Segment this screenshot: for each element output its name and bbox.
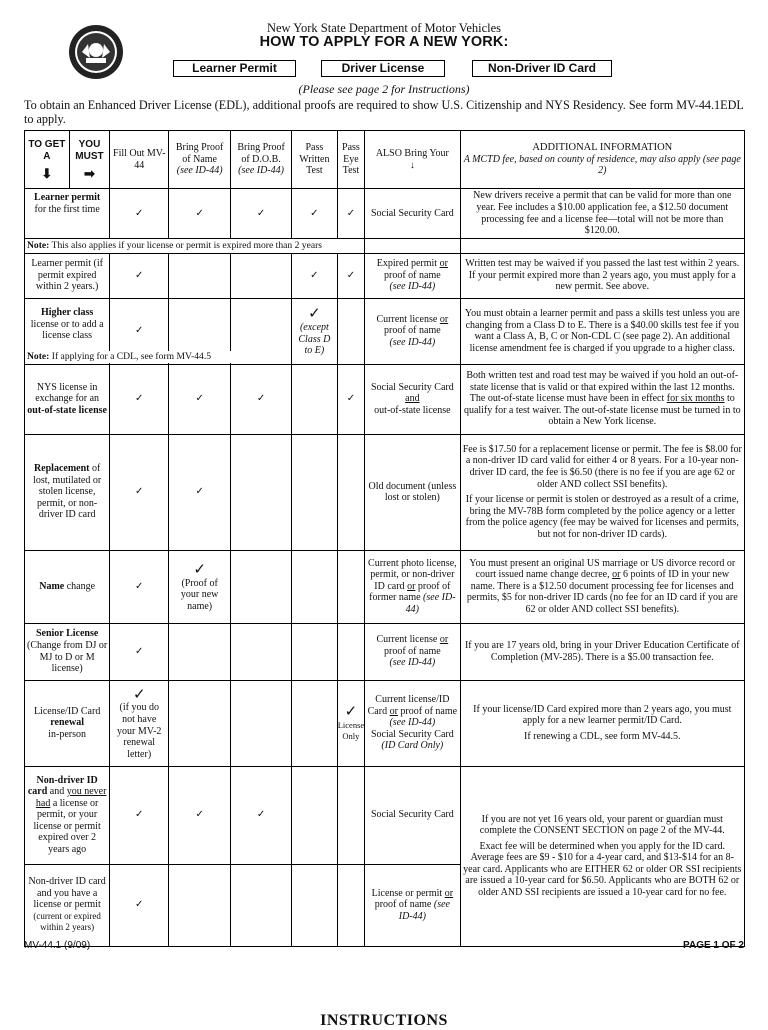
blank-cell — [292, 680, 338, 766]
blank-cell — [292, 766, 338, 864]
blank-cell — [231, 680, 292, 766]
blank-cell — [231, 864, 292, 946]
arrow-down-icon: ⬇ — [41, 166, 53, 182]
check-eye: ✓ — [337, 189, 364, 239]
blank-cell — [337, 864, 364, 946]
row-label: License/ID Card renewal in-person — [25, 680, 110, 766]
blank-cell — [460, 239, 744, 254]
row-label: Learner permit (if permit expired within 2 years.) — [25, 253, 110, 298]
also-bring: Expired permit or proof of name (see ID-44) — [365, 253, 460, 298]
blank-cell — [231, 434, 292, 550]
header-row — [25, 131, 745, 189]
row-out-of-state — [25, 364, 745, 434]
header-to-get: TO GET A ⬇ — [25, 131, 70, 189]
additional-info: Both written test and road test may be waived if you hold an out-of-state license that is valid or that expired within the last 12 months. The out-of-state license must have been in effect for six months to qualify for a test waiver. The out-of-state license must be turned in to obtain a New York license. — [460, 364, 744, 434]
row-label: Higher class license or to add a license class Note: If applying for a CDL, see form MV-44.5 — [25, 298, 110, 364]
check-fill-out: ✓ — [110, 864, 169, 946]
header-bring-name: Bring Proof of Name (see ID-44) — [169, 131, 231, 189]
learner-note: Note: This also applies if your license or permit is expired more than 2 years — [25, 239, 365, 254]
check-fill-out: ✓ — [110, 253, 169, 298]
header-fill-out: Fill Out MV-44 — [110, 131, 169, 189]
row-label: Replacement of lost, mutilated or stolen license, permit, or non-driver ID card — [25, 434, 110, 550]
page-title: HOW TO APPLY FOR A NEW YORK: — [259, 34, 509, 50]
blank-cell — [337, 766, 364, 864]
blank-cell — [337, 623, 364, 680]
blank-cell — [337, 550, 364, 623]
check-name: ✓ (Proof of your new name) — [169, 550, 231, 623]
check-eye: ✓ — [337, 253, 364, 298]
also-bring: License or permit or proof of name (see ID-44) — [365, 864, 460, 946]
additional-info: Fee is $17.50 for a replacement license or permit. The fee is $8.00 for a non-driver ID card valid for either 4 or 8 years. For a 10-year non-driver ID card, the fee is $6.50 (there is no fee if you are age 62 or older AND collect SSI benefits). If your license or permit is stolen or destroyed as a result of a crime, bring the MV-78B form completed by the police agency or a letter from the police agency (fee may be waived for licenses and permits, but not for non-driver ID cards). — [460, 434, 744, 550]
also-bring: Social Security Card — [365, 766, 460, 864]
additional-info: You must obtain a learner permit and pass a skills test unless you are changing from a Class D to E. There is a $40.00 skills test fee if you want a Class A, B, C or Non-CDL C (see page 2). An additional license amendment fee is charged if you upgrade to a higher class. — [460, 298, 744, 364]
blank-cell — [337, 298, 364, 364]
check-written: ✓ (except Class D to E) — [292, 298, 338, 364]
doc-type-non-driver-id: Non-Driver ID Card — [472, 60, 612, 77]
row-replacement — [25, 434, 745, 550]
check-written: ✓ — [292, 253, 338, 298]
row-label: Senior License (Change from DJ or MJ to D or M license) — [25, 623, 110, 680]
also-bring: Current photo license, permit, or non-driver ID card or proof of former name (see ID-44) — [365, 550, 460, 623]
row-label: NYS license in exchange for an out-of-state license — [25, 364, 110, 434]
header-eye-test: Pass Eye Test — [337, 131, 364, 189]
header-written-test: Pass Written Test — [292, 131, 338, 189]
row-label: Learner permit for the first time — [25, 189, 110, 239]
row-learner-expired — [25, 253, 745, 298]
header-bring-dob: Bring Proof of D.O.B. (see ID-44) — [231, 131, 292, 189]
additional-info: New drivers receive a permit that can be valid for more than one year. Fee includes a $10.00 application fee, a $12.50 document processing fee and a license fee—total will not be more than $120.00. — [460, 189, 744, 239]
requirements-table — [24, 130, 745, 947]
row-label: Name change — [25, 550, 110, 623]
row-label: Non-driver ID card and you never had a license or permit, or your license or permit expired over 2 years ago — [25, 766, 110, 864]
header-additional: ADDITIONAL INFORMATION A MCTD fee, based on county of residence, may also apply (see page 2) — [460, 131, 744, 189]
blank-cell — [169, 680, 231, 766]
row-label: Non-driver ID card and you have a license or permit (current or expired within 2 years) — [25, 864, 110, 946]
check-name: ✓ — [169, 434, 231, 550]
check-fill-out: ✓ — [110, 766, 169, 864]
check-written: ✓ — [292, 189, 338, 239]
blank-cell — [231, 550, 292, 623]
arrow-down-thin-icon: ↓ — [409, 159, 415, 171]
check-eye: ✓ — [337, 364, 364, 434]
check-fill-out: ✓ (if you do not have your MV-2 renewal letter) — [110, 680, 169, 766]
row-renewal — [25, 680, 745, 766]
check-dob: ✓ — [231, 364, 292, 434]
header-also-bring: ALSO Bring Your ↓ — [365, 131, 460, 189]
also-bring: Current license or proof of name (see ID-44) — [365, 298, 460, 364]
row-learner-first — [25, 189, 745, 239]
additional-info: If you are not yet 16 years old, your parent or guardian must complete the CONSENT SECTION on page 2 of the MV-44. Exact fee will be determined when you apply for the ID card. Average fees are $9 - $10 for a 4-year card, and $13-$14 for an 8-year card. Applicants who are EITHER 62 or older OR SSI recipients are issued a 10-year card for $6.50. Applicants who are BOTH 62 or older AND SSI recipients are issued a 10-year card for no fee. — [460, 766, 744, 946]
see-page-note: (Please see page 2 for Instructions) — [298, 82, 470, 96]
additional-info: If your license/ID Card expired more than 2 years ago, you must apply for a new learner permit/ID Card. If renewing a CDL, see form MV-44.5. — [460, 680, 744, 766]
blank-cell — [292, 364, 338, 434]
also-bring: Current license/ID Card or proof of name (see ID-44) Social Security Card (ID Card Only) — [365, 680, 460, 766]
blank-cell — [231, 253, 292, 298]
header-you-must: YOU MUST ➡ — [69, 131, 110, 189]
blank-cell — [292, 623, 338, 680]
page-number: PAGE 1 OF 2 — [683, 940, 744, 951]
blank-cell — [292, 434, 338, 550]
check-dob: ✓ — [231, 766, 292, 864]
agency-name: New York State Department of Motor Vehicles — [266, 21, 502, 35]
row-learner-note — [25, 239, 745, 254]
row-name-change — [25, 550, 745, 623]
row-senior-license — [25, 623, 745, 680]
form-id: MV-44.1 (9/09) — [24, 940, 91, 951]
check-fill-out: ✓ — [110, 550, 169, 623]
blank-cell — [169, 623, 231, 680]
blank-cell — [292, 864, 338, 946]
arrow-right-icon: ➡ — [84, 166, 95, 182]
check-fill-out: ✓ — [110, 434, 169, 550]
blank-cell — [292, 550, 338, 623]
edl-note: To obtain an Enhanced Driver License (EDL), additional proofs are required to show U.S. Citizenship and NYS Residency. See form MV-44.1EDL to apply. — [24, 98, 744, 126]
check-eye: ✓ License Only — [337, 680, 364, 766]
additional-info: If you are 17 years old, bring in your Driver Education Certificate of Completion (MV-285). There is a $5.00 transaction fee. — [460, 623, 744, 680]
also-bring: Current license or proof of name (see ID-44) — [365, 623, 460, 680]
check-dob: ✓ — [231, 189, 292, 239]
additional-info: You must present an original US marriage or US divorce record or court issued name change decree, or 6 points of ID in your new name. There is a $12.50 document processing fee for licenses and permits, $5 for non-driver ID cards (no fee for an ID card if you are 62 or older AND collect SSI benefits). — [460, 550, 744, 623]
blank-cell — [169, 253, 231, 298]
blank-cell — [231, 623, 292, 680]
row-higher-class — [25, 298, 745, 364]
also-bring: Old document (unless lost or stolen) — [365, 434, 460, 550]
blank-cell — [365, 239, 460, 254]
doc-type-learner-permit: Learner Permit — [173, 60, 296, 77]
check-fill-out: ✓ — [110, 623, 169, 680]
higher-note: Note: If applying for a CDL, see form MV-44.5 — [27, 351, 287, 363]
instructions-heading: INSTRUCTIONS — [320, 1012, 448, 1029]
blank-cell — [169, 864, 231, 946]
check-name: ✓ — [169, 189, 231, 239]
blank-cell — [337, 434, 364, 550]
additional-info: Written test may be waived if you passed the last test within 2 years. If your permit expired more than 2 years ago, you must apply for a new permit. See above. — [460, 253, 744, 298]
also-bring: Social Security Card — [365, 189, 460, 239]
doc-type-driver-license: Driver License — [321, 60, 445, 77]
check-name: ✓ — [169, 364, 231, 434]
check-fill-out: ✓ — [110, 298, 169, 364]
check-fill-out: ✓ — [110, 364, 169, 434]
check-name: ✓ — [169, 766, 231, 864]
row-nondriver-never — [25, 766, 745, 864]
also-bring: Social Security Card and out-of-state license — [365, 364, 460, 434]
check-fill-out: ✓ — [110, 189, 169, 239]
